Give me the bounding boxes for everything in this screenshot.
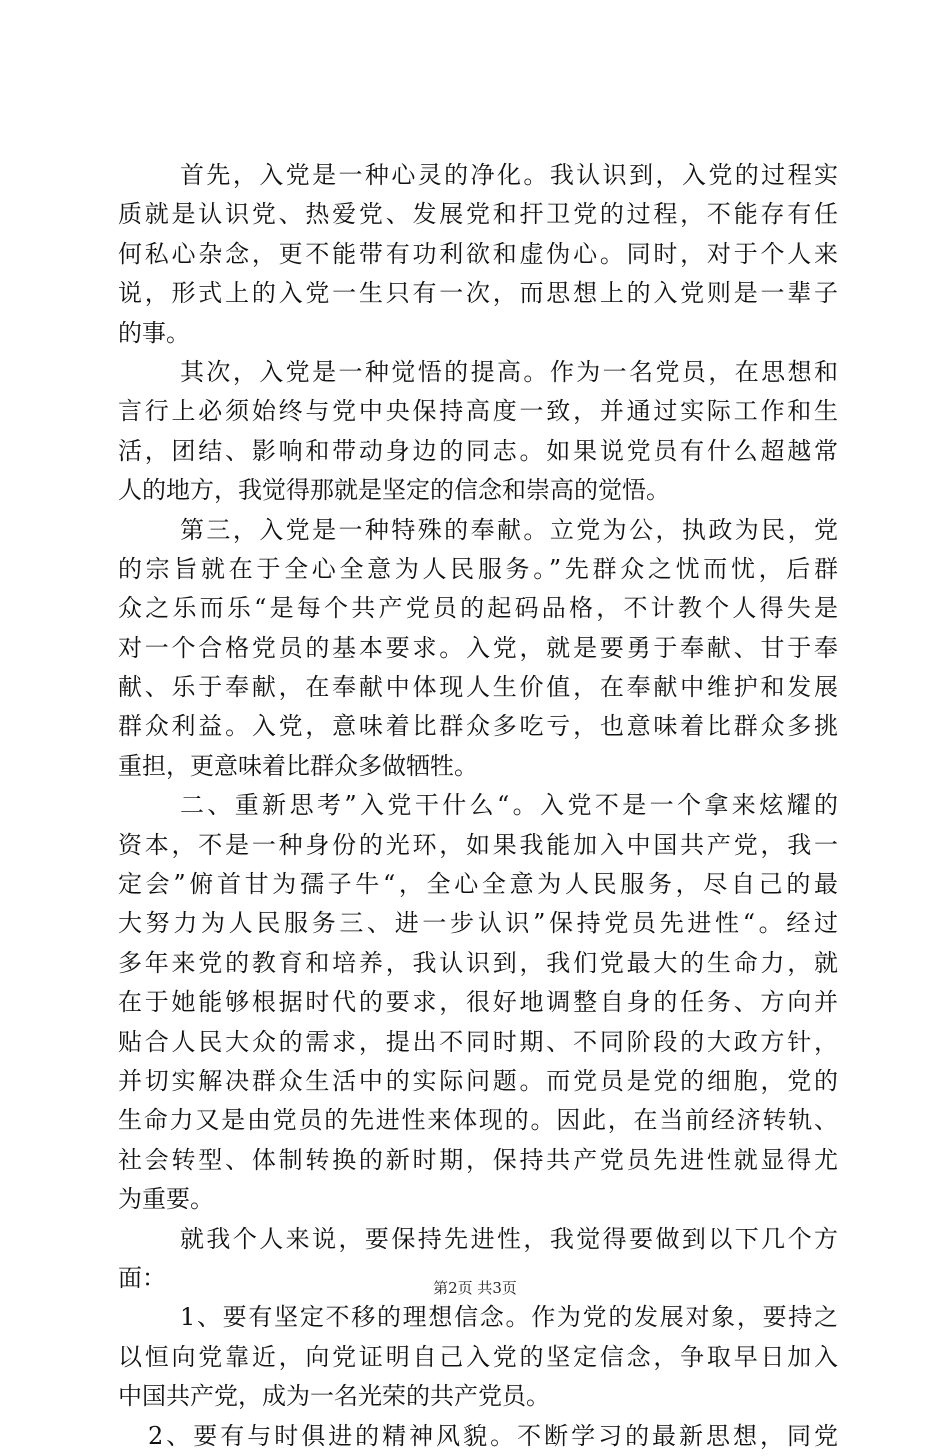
text-line: 活，团结、影响和带动身边的同志。如果说党员有什么超越常 xyxy=(118,436,838,465)
paragraph xyxy=(118,1417,838,1456)
text-line: 重担，更意味着比群众多做牺牲。 xyxy=(118,751,478,780)
text-line: 群众利益。入党，意味着比群众多吃亏，也意味着比群众多挑 xyxy=(118,712,838,741)
text-line: 在于她能够根据时代的要求，很好地调整自身的任务、方向并 xyxy=(118,988,838,1017)
text-line: 献、乐于奉献，在奉献中体现人生价值，在奉献中维护和发展 xyxy=(118,673,838,702)
text-line: 质就是认识党、热爱党、发展党和扞卫党的过程，不能存有任 xyxy=(118,200,838,229)
text-line: 说，形式上的入党一生只有一次，而思想上的入党则是一辈子 xyxy=(118,279,838,308)
page-footer xyxy=(0,1278,950,1298)
paragraph xyxy=(118,156,838,353)
text-line: 其次，入党是一种觉悟的提高。作为一名党员，在思想和 xyxy=(180,357,838,386)
text-line: 众之乐而乐“是每个共产党员的起码品格，不计教个人得失是 xyxy=(118,594,838,623)
text-line: 人的地方，我觉得那就是坚定的信念和崇高的觉悟。 xyxy=(118,476,670,505)
text-line: 言行上必须始终与党中央保持高度一致，并通过实际工作和生 xyxy=(118,397,838,426)
text-line: 生命力又是由党员的先进性来体现的。因此，在当前经济转轨、 xyxy=(118,1106,838,1135)
text-line: 贴合人民大众的需求，提出不同时期、不同阶段的大政方针， xyxy=(118,1027,838,1056)
text-line: 并切实解决群众生活中的实际问题。而党员是党的细胞，党的 xyxy=(118,1066,838,1095)
text-line: 1、要有坚定不移的理想信念。作为党的发展对象，要持之 xyxy=(180,1303,838,1332)
text-line: 何私心杂念，更不能带有功利欲和虚伪心。同时，对于个人来 xyxy=(118,239,838,268)
page-number-text: 第2页 共3页 xyxy=(433,1279,517,1297)
paragraph xyxy=(118,353,838,511)
text-line: 中国共产党，成为一名光荣的共产党员。 xyxy=(118,1382,550,1411)
text-line: 对一个合格党员的基本要求。入党，就是要勇于奉献、甘于奉 xyxy=(118,633,838,662)
text-line: 第三，入党是一种特殊的奉献。立党为公，执政为民，党 xyxy=(180,515,838,544)
text-line: 为重要。 xyxy=(118,1185,214,1214)
text-line: 的宗旨就在于全心全意为人民服务。”先群众之忧而忧，后群 xyxy=(118,554,838,583)
text-line: 多年来党的教育和培养，我认识到，我们党最大的生命力，就 xyxy=(118,948,838,977)
paragraph xyxy=(118,1298,838,1416)
text-line: 资本，不是一种身份的光环，如果我能加入中国共产党，我一 xyxy=(118,830,838,859)
paragraph xyxy=(118,786,838,1219)
text-line: 首先，入党是一种心灵的净化。我认识到，入党的过程实 xyxy=(180,161,838,189)
text-line: 二、重新思考”入党干什么“。入党不是一个拿来炫耀的 xyxy=(180,791,838,820)
text-line: 大努力为人民服务三、进一步认识”保持党员先进性“。经过 xyxy=(118,909,838,938)
text-line: 定会”俯首甘为孺子牛“，全心全意为人民服务，尽自己的最 xyxy=(118,870,838,899)
text-line: 的事。 xyxy=(118,318,190,347)
paragraph xyxy=(118,511,838,787)
text-line: 2、要有与时俱进的精神风貌。不断学习的最新思想，同党 xyxy=(148,1421,838,1450)
text-line: 面： xyxy=(118,1263,166,1292)
text-line: 就我个人来说，要保持先进性，我觉得要做到以下几个方 xyxy=(180,1224,838,1253)
text-line: 社会转型、体制转换的新时期，保持共产党员先进性就显得尤 xyxy=(118,1145,838,1174)
document-body xyxy=(118,156,838,1456)
text-line: 以恒向党靠近，向党证明自己入党的坚定信念，争取早日加入 xyxy=(118,1342,838,1371)
